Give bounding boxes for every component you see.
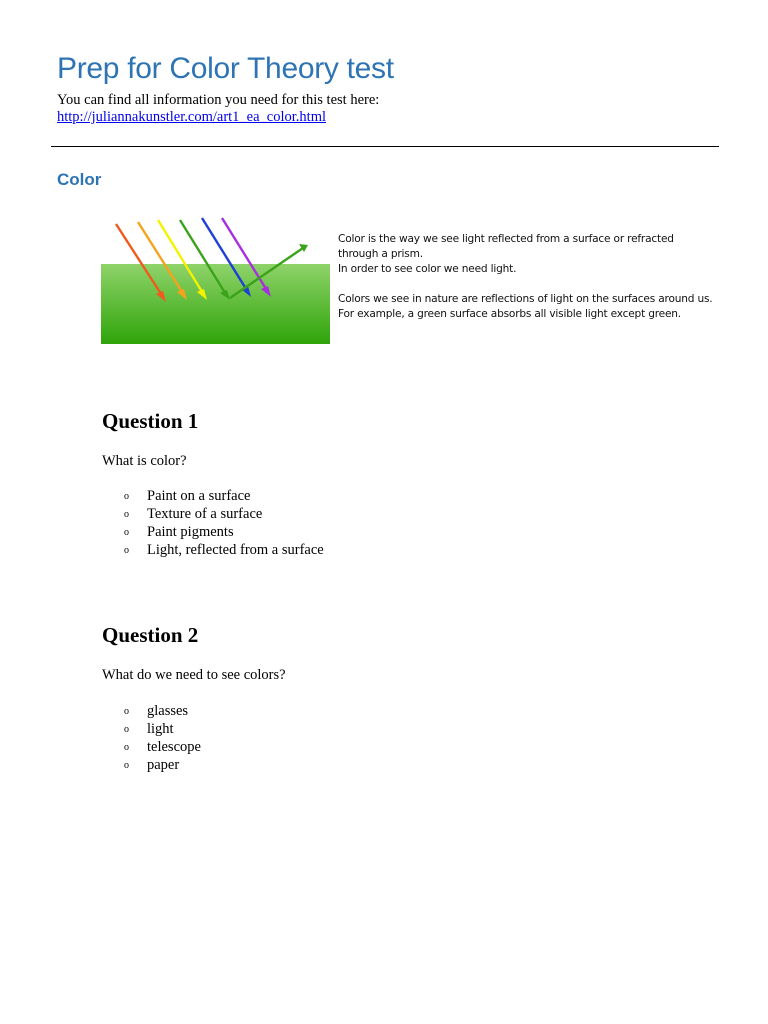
bullet-marker: o <box>124 760 129 771</box>
answer-option[interactable] <box>124 738 201 756</box>
option-text: Texture of a surface <box>147 506 263 522</box>
option-text: Light, reflected from a surface <box>147 542 324 558</box>
light-reflection-diagram <box>100 214 340 346</box>
option-text: Paint on a surface <box>147 488 251 504</box>
question-1-title: Question 1 <box>102 409 199 433</box>
option-text: telescope <box>147 739 201 755</box>
answer-option[interactable] <box>124 756 201 774</box>
caption-line: Colors we see in nature are reflections of light on the surfaces around us. <box>338 293 713 305</box>
option-text: paper <box>147 757 180 773</box>
bullet-marker: o <box>124 491 129 502</box>
bullet-marker: o <box>124 724 129 735</box>
option-text: light <box>147 721 174 737</box>
question-2-options <box>124 702 201 774</box>
question-1-options <box>124 487 324 559</box>
answer-option[interactable] <box>124 505 324 523</box>
question-2-title: Question 2 <box>102 623 199 647</box>
caption-line: In order to see color we need light. <box>338 263 517 275</box>
horizontal-rule <box>51 146 719 147</box>
bullet-marker: o <box>124 509 129 520</box>
answer-option[interactable] <box>124 541 324 559</box>
answer-option[interactable] <box>124 702 201 720</box>
caption-line: For example, a green surface absorbs all visible light except green. <box>338 308 681 320</box>
page-title: Prep for Color Theory test <box>57 52 394 85</box>
bullet-marker: o <box>124 527 129 538</box>
option-text: Paint pigments <box>147 524 234 540</box>
intro-text: You can find all information you need for this test here: <box>57 92 380 108</box>
question-1-prompt: What is color? <box>102 453 187 469</box>
caption-line: through a prism. <box>338 248 423 260</box>
intro-block <box>57 92 379 126</box>
answer-option[interactable] <box>124 487 324 505</box>
answer-option[interactable] <box>124 720 201 738</box>
bullet-marker: o <box>124 545 129 556</box>
bullet-marker: o <box>124 742 129 753</box>
bullet-marker: o <box>124 706 129 717</box>
section-heading-color: Color <box>57 170 102 189</box>
option-text: glasses <box>147 703 189 719</box>
answer-option[interactable] <box>124 523 324 541</box>
diagram-caption <box>338 232 718 322</box>
caption-line: Color is the way we see light reflected from a surface or refracted <box>338 233 674 245</box>
info-link[interactable]: http://juliannakunstler.com/art1_ea_color.html <box>57 109 327 125</box>
question-2-prompt: What do we need to see colors? <box>102 667 286 683</box>
